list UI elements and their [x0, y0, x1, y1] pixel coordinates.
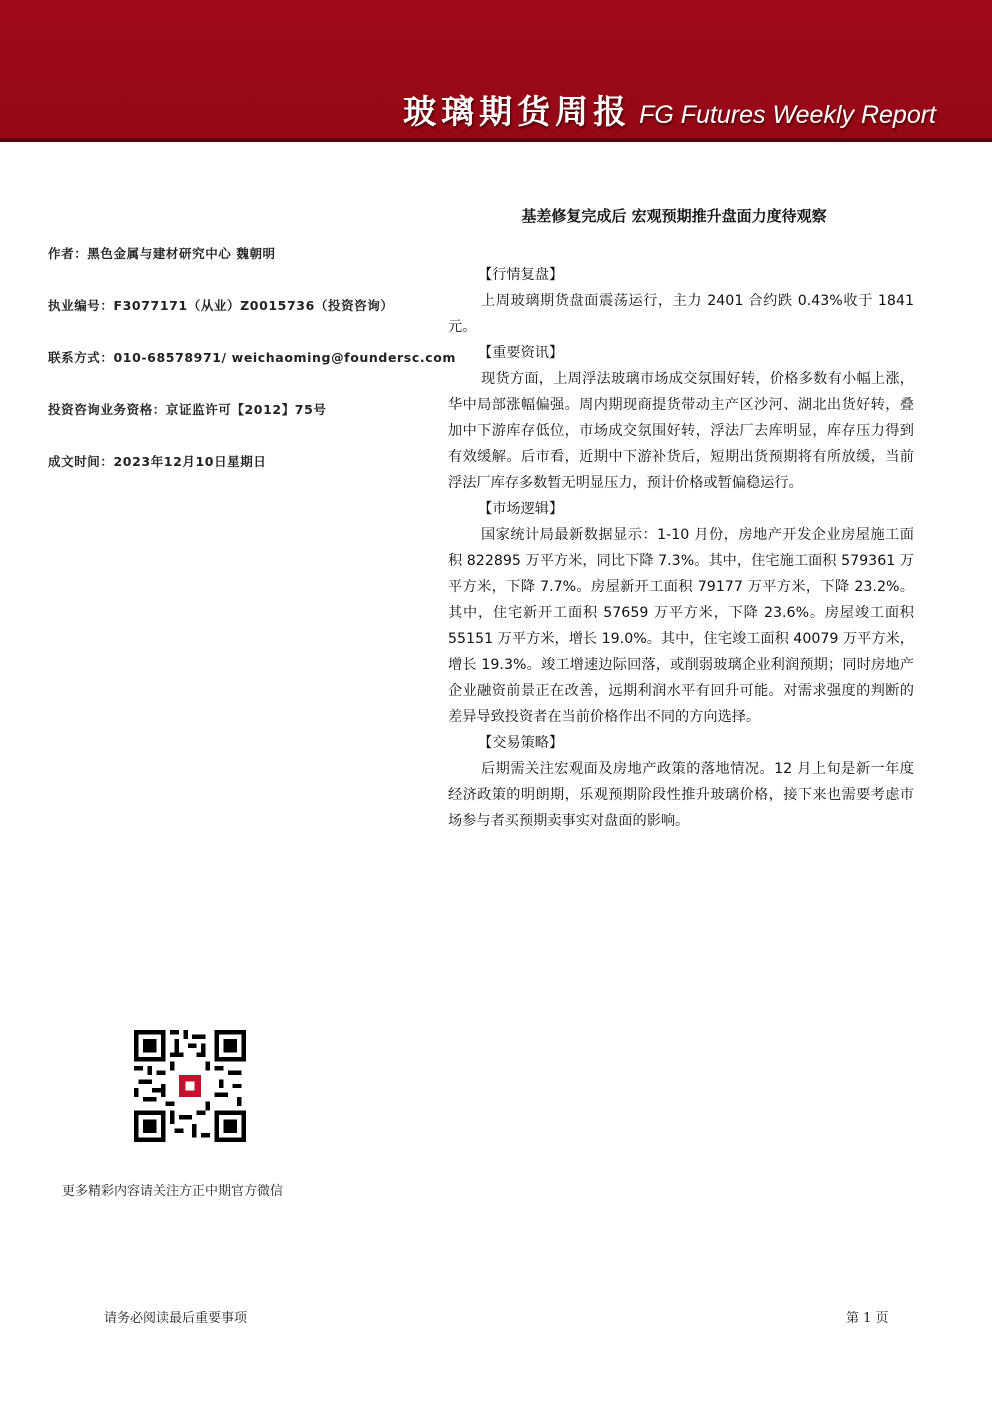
- qr-caption: 更多精彩内容请关注方正中期官方微信: [62, 1184, 284, 1199]
- header-divider: [0, 138, 992, 142]
- section-paragraph: 后期需关注宏观面及房地产政策的落地情况。12 月上旬是新一年度经济政策的明朗期，乐观预期阶段性推升玻璃价格，接下来也需要考虑市场参与者买预期卖事实对盘面的影响。: [448, 761, 914, 829]
- author-info: [48, 246, 457, 506]
- section-market-logic: [448, 496, 914, 730]
- section-market-review: [448, 262, 914, 340]
- report-title-en: FG Futures Weekly Report: [639, 101, 936, 129]
- section-heading: 【交易策略】: [478, 735, 564, 751]
- contact-line[interactable]: 联系方式：010-68578971/ weichaoming@foundersc.com: [48, 350, 457, 365]
- qr-code-icon[interactable]: [134, 1030, 246, 1142]
- report-title-cn: 玻璃期货周报: [403, 92, 632, 131]
- section-heading: 【市场逻辑】: [478, 501, 564, 517]
- section-heading: 【重要资讯】: [478, 345, 564, 361]
- section-paragraph: 国家统计局最新数据显示：1-10 月份，房地产开发企业房屋施工面积 822895 万平方米，同比下降 7.3%。其中，住宅施工面积 579361 万平方米，下降 7.7%。房屋新开工面积 79177 万平方米，下降 23.2%。其中，住宅新开工面积 57659 万平方米，下降 23.6%。房屋竣工面积 55151 万平方米，增长 19.0%。其中，住宅竣工面积 40079 万平方米，增长 19.3%。竣工增速边际回落，或削弱玻璃企业利润预期；同时房地产企业融资前景正在改善，远期利润水平有回升可能。对需求强度的判断的差异导致投资者在当前价格作出不同的方向选择。: [448, 527, 914, 725]
- author-line: 作者：黑色金属与建材研究中心 魏朝明: [48, 246, 276, 261]
- section-paragraph: 现货方面，上周浮法玻璃市场成交氛围好转，价格多数有小幅上涨，华中局部涨幅偏强。周内期现商提货带动主产区沙河、湖北出货好转，叠加中下游库存低位，市场成交氛围好转，浮法厂去库明显，库存压力得到有效缓解。后市看，近期中下游补货后，短期出货预期将有所放缓，当前浮法厂库存多数暂无明显压力，预计价格或暂偏稳运行。: [448, 371, 914, 491]
- report-title: [403, 86, 936, 133]
- section-trading-strategy: [448, 730, 914, 834]
- license-line: 执业编号：F3077171（从业）Z0015736（投资咨询）: [48, 298, 394, 313]
- article-title: 基差修复完成后 宏观预期推升盘面力度待观察: [521, 207, 827, 225]
- section-heading: 【行情复盘】: [478, 267, 564, 283]
- qualification-line: 投资咨询业务资格：京证监许可【2012】75号: [48, 402, 327, 417]
- date-line: 成文时间：2023年12月10日星期日: [48, 454, 267, 469]
- article-body: [448, 206, 914, 834]
- section-paragraph: 上周玻璃期货盘面震荡运行，主力 2401 合约跌 0.43%收于 1841 元。: [448, 293, 914, 335]
- footer-notice: 请务必阅读最后重要事项: [104, 1311, 248, 1326]
- section-key-news: [448, 340, 914, 496]
- page-number: 第 1 页: [846, 1311, 889, 1326]
